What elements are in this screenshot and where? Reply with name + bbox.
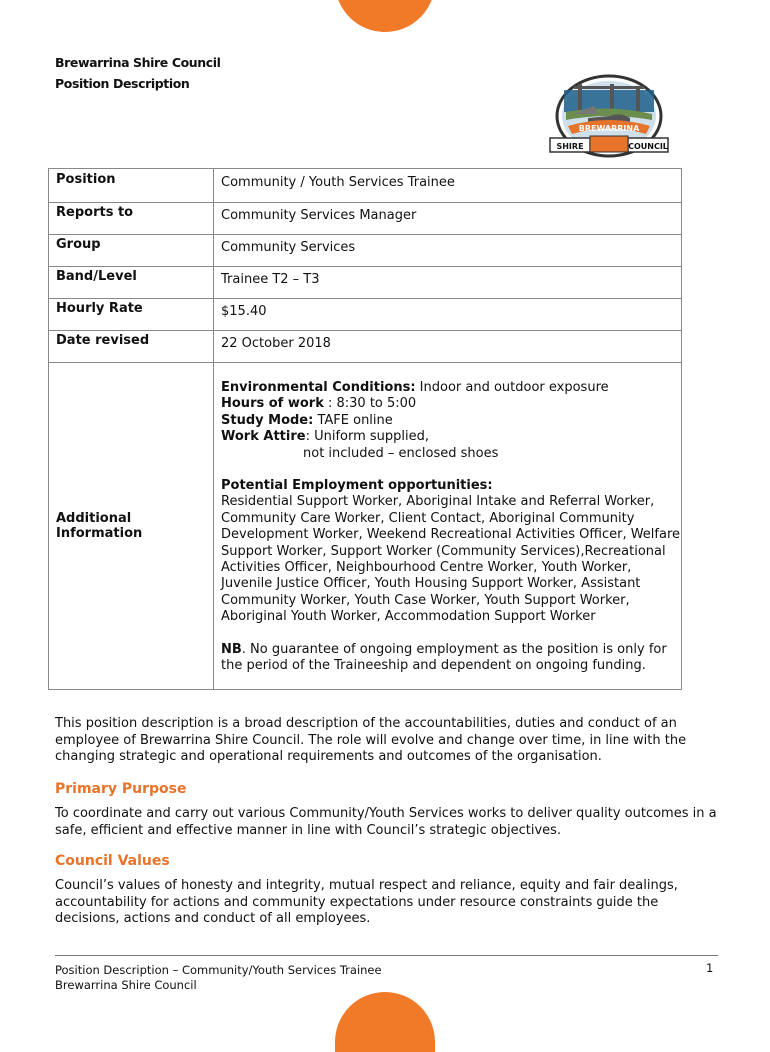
row-label: Reports to [49,203,214,235]
row-value: Trainee T2 – T3 [214,267,682,299]
bottom-orange-decoration [335,992,435,1052]
additional-info [214,363,682,690]
study-label: Study Mode: [221,412,314,428]
table-row [49,203,682,235]
page-footer [55,963,382,993]
footer-divider [55,955,718,956]
council-values-text: Council’s values of honesty and integrity, mutual respect and reliance, equity and fair dealings, accountability for actions and community expectations under resource constraints guide the decisions, actions and conduct of all employees. [55,878,678,926]
logo-top-text: BREWARRINA [578,124,640,133]
table-row [49,267,682,299]
table-row [49,331,682,363]
row-value: $15.40 [214,299,682,331]
top-orange-decoration [335,0,435,32]
primary-purpose-text: To coordinate and carry out various Community/Youth Services works to deliver quality outcomes in a safe, efficient and effective manner in line with Council’s strategic objectives. [55,806,717,838]
table-row [49,299,682,331]
opps-label [221,478,681,494]
page-number: 1 [706,961,714,975]
hours-value: : 8:30 to 5:00 [323,396,417,412]
row-label: Band/Level [49,267,214,299]
council-values-heading: Council Values [55,853,170,869]
row-value: Community / Youth Services Trainee [214,169,682,203]
opps-value: Residential Support Worker, Aboriginal Intake and Referral Worker, Community Care Worker, Client Contact, Aboriginal Community Development Worker, Weekend Recreational Activities Officer, Welfare Support Worker, Support Worker (Community Services),Recreational Activities Officer, Neighbourhood Centre Worker, Youth Worker, Juvenile Justice Officer, Youth Housing Support Worker, Assistant Community Worker, Youth Case Worker, Youth Support Worker, Aboriginal Youth Worker, Accommodation Support Worker [221,494,681,625]
row-label: Group [49,235,214,267]
row-label: Date revised [49,331,214,363]
logo-left-text: SHIRE [556,142,584,151]
position-details-table [48,168,682,690]
doc-type: Position Description [55,76,190,91]
nb-label: NB [221,641,242,657]
row-value: 22 October 2018 [214,331,682,363]
row-label: Position [49,169,214,203]
org-name: Brewarrina Shire Council [55,55,221,70]
footer-line-1: Position Description – Community/Youth Services Trainee [55,963,382,977]
study-value: TAFE online [313,412,393,428]
env-label: Environmental Conditions: [221,380,416,395]
logo-right-text: COUNCIL [628,142,668,151]
attire-value-2: not included – enclosed shoes [303,445,499,461]
attire-label: Work Attire [221,429,306,445]
additional-label: Additional Information [49,363,214,690]
table-row [49,235,682,267]
hours-label: Hours of work [221,396,324,412]
row-value: Community Services [214,235,682,267]
row-label: Hourly Rate [49,299,214,331]
intro-paragraph: This position description is a broad description of the accountabilities, duties and conduct of an employee of Brewarrina Shire Council. The role will evolve and change over time, in line with the changing strategic and operational requirements and outcomes of the organisation. [55,716,687,764]
attire-value: : Uniform supplied, [305,429,430,445]
opps-label-text: Potential Employment opportunities: [221,478,493,494]
document-header [55,52,221,94]
nb-value: . No guarantee of ongoing employment as the position is only for the period of the Traineeship and dependent on ongoing funding. [221,641,667,674]
primary-purpose-heading: Primary Purpose [55,781,187,797]
env-value: Indoor and outdoor exposure [415,380,609,395]
council-logo [548,74,670,164]
table-row-additional [49,363,682,690]
row-value: Community Services Manager [214,203,682,235]
table-row [49,169,682,203]
footer-line-2: Brewarrina Shire Council [55,978,197,992]
